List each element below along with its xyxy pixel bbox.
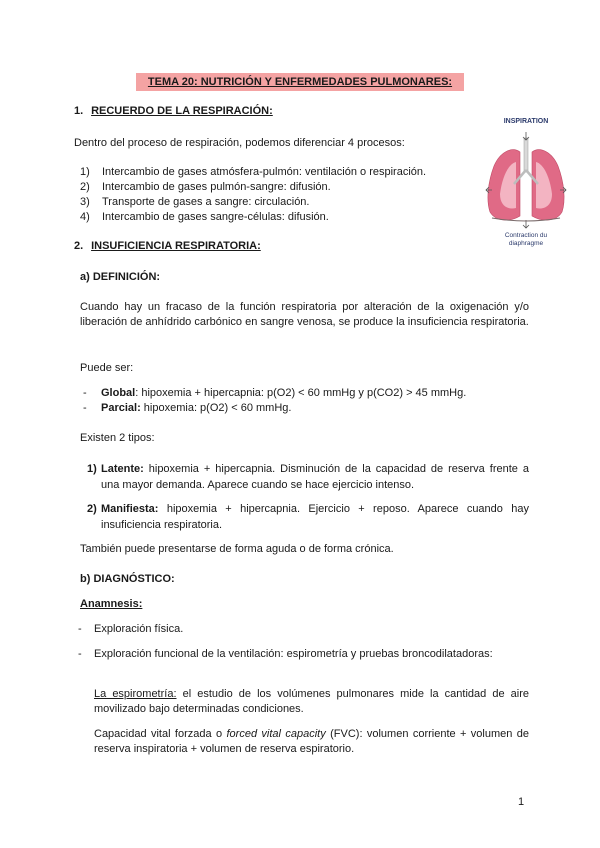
list-item: 4) Intercambio de gases sangre-células: difusión. [80, 211, 329, 223]
latente-number: 1) [87, 463, 97, 475]
latente-label: Latente: [101, 463, 144, 475]
subsection-b-heading: b) DIAGNÓSTICO: [80, 573, 175, 585]
global-bullet [83, 386, 467, 401]
section-2-heading [74, 240, 261, 252]
latente-text: hipoxemia + hipercapnia. Disminución de la capacidad de reserva frente a una mayor demanda. Aparece cuando se hace ejercicio intenso. [101, 463, 529, 491]
section-1-heading [74, 105, 273, 117]
latente-item [87, 461, 529, 493]
parcial-text: hipoxemia: p(O2) < 60 mmHg. [140, 402, 292, 414]
subsection-a-heading: a) DEFINICIÓN: [80, 271, 161, 283]
exploracion-fisica-bullet [78, 622, 184, 637]
lungs-diagram [476, 112, 576, 252]
bullet-text: Exploración física. [94, 623, 184, 635]
manifiesta-item [87, 501, 529, 533]
list-item: 3) Transporte de gases a sangre: circulación. [80, 196, 310, 208]
espirometria-label: La espirometría: [94, 688, 177, 700]
bullet-dash: - [78, 648, 82, 660]
exploracion-funcional-bullet [78, 647, 529, 662]
cvf-paragraph [94, 727, 529, 757]
page-number: 1 [518, 796, 525, 808]
tambien-text: También puede presentarse de forma aguda o de forma crónica. [80, 543, 394, 555]
definition-paragraph: Cuando hay un fracaso de la función respiratoria por alteración de la oxigenación y/o liberación de anhídrido carbónico en sangre venosa, se produce la insuficiencia respiratoria. [80, 301, 529, 328]
cvf-pre: Capacidad vital forzada o [94, 728, 227, 740]
espirometria-paragraph [94, 687, 529, 717]
global-label: Global [101, 387, 136, 399]
cvf-italic: forced vital capacity [226, 728, 326, 740]
cvf-post: (FVC): volumen corriente + volumen de reserva inspiratoria + volumen de reserva espiratorio. [94, 728, 529, 755]
bullet-dash: - [83, 387, 87, 399]
trachea-shape [524, 138, 528, 172]
section-2-number: 2. [74, 240, 84, 252]
global-text: : hipoxemia + hipercapnia: p(O2) < 60 mmHg y p(CO2) > 45 mmHg. [135, 387, 467, 399]
manifiesta-text: hipoxemia + hipercapnia. Ejercicio + reposo. Aparece cuando hay insuficiencia respiratoria. [101, 503, 529, 531]
manifiesta-label: Manifiesta: [101, 503, 159, 515]
list-item: 2) Intercambio de gases pulmón-sangre: difusión. [80, 181, 331, 193]
process-list [80, 165, 426, 225]
figure-bottom-label-1: Contraction du [504, 232, 548, 239]
parcial-label: Parcial: [101, 402, 141, 414]
list-item: 1) Intercambio de gases atmósfera-pulmón: ventilación o respiración. [80, 166, 427, 178]
section-1-title: RECUERDO DE LA RESPIRACIÓN: [91, 105, 273, 117]
section-1-intro: Dentro del proceso de respiración, podemos diferenciar 4 procesos: [74, 137, 405, 149]
existen-text: Existen 2 tipos: [80, 432, 155, 444]
figure-bottom-label-2: diaphragme [508, 240, 544, 247]
section-1-number: 1. [74, 105, 84, 117]
puede-ser-text: Puede ser: [80, 362, 134, 374]
lung-inspiration-figure [476, 112, 576, 252]
bullet-text: Exploración funcional de la ventilación: espirometría y pruebas broncodilatadoras: [94, 648, 493, 660]
espirometria-text: el estudio de los volúmenes pulmonares mide la cantidad de aire movilizado bajo determinadas condiciones. [94, 688, 529, 715]
bullet-dash: - [78, 623, 82, 635]
page-title: TEMA 20: NUTRICIÓN Y ENFERMEDADES PULMONARES: [136, 73, 464, 91]
section-2-title: INSUFICIENCIA RESPIRATORIA: [91, 240, 261, 252]
bullet-dash: - [83, 402, 87, 414]
anamnesis-heading: Anamnesis: [80, 598, 143, 610]
parcial-bullet [83, 401, 292, 416]
manifiesta-number: 2) [87, 503, 97, 515]
figure-top-label: INSPIRATION [503, 118, 549, 125]
